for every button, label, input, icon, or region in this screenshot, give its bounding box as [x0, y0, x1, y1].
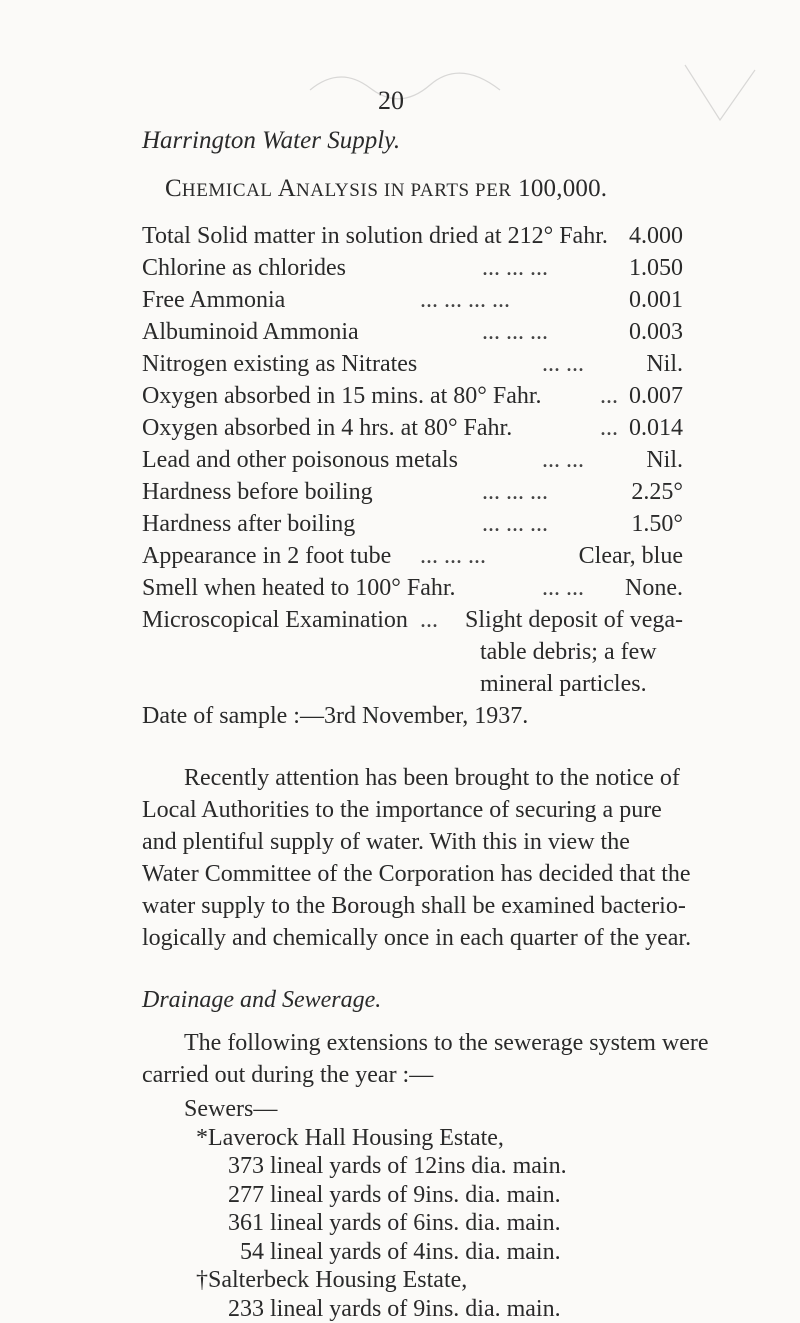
- estate-name: *Laverock Hall Housing Estate,: [196, 1124, 504, 1151]
- heading-initial-2: A: [277, 175, 296, 202]
- row-value: 2.25°: [631, 479, 683, 505]
- heading-number: 100,000.: [518, 175, 608, 202]
- row-value: Clear, blue: [578, 543, 683, 569]
- sewer-item: 277 lineal yards of 9ins. dia. main.: [228, 1181, 561, 1208]
- paragraph-line: and plentiful supply of water. With this in view the: [142, 829, 630, 855]
- row-value: None.: [625, 575, 683, 601]
- sewer-item: 361 lineal yards of 6ins. dia. main.: [228, 1210, 561, 1236]
- row-leader-dots: ... ... ...: [482, 319, 548, 345]
- row-leader-dots: ... ...: [542, 447, 584, 473]
- row-leader-dots: ... ...: [542, 351, 584, 377]
- estate-name: †Salterbeck Housing Estate,: [196, 1267, 468, 1293]
- row-value: Nil.: [646, 351, 683, 377]
- sewer-item: 54 lineal yards of 4ins. dia. main.: [240, 1238, 561, 1265]
- bleed-through-mark: [300, 60, 520, 110]
- row-leader-dots: ... ... ... ...: [420, 287, 510, 313]
- row-value: 1.50°: [631, 511, 683, 537]
- heading-smallcaps-1: HEMICAL: [181, 180, 273, 201]
- row-label: Total Solid matter in solution dried at 212° Fahr.: [142, 223, 608, 249]
- row-value: 0.014: [629, 415, 683, 441]
- paragraph-line: Local Authorities to the importance of securing a pure: [142, 797, 662, 823]
- row-label: Hardness after boiling: [142, 511, 356, 537]
- row-value: 1.050: [629, 255, 683, 281]
- row-label: Oxygen absorbed in 4 hrs. at 80° Fahr.: [142, 415, 513, 441]
- sewer-item: 373 lineal yards of 12ins dia. main.: [228, 1153, 567, 1179]
- row-value: Slight deposit of vega-: [465, 607, 683, 633]
- row-leader-dots: ...: [600, 415, 618, 441]
- paragraph-line: logically and chemically once in each quarter of the year.: [142, 925, 692, 951]
- row-label: Free Ammonia: [142, 287, 286, 313]
- page-number: 20: [378, 86, 404, 115]
- row-leader-dots: ... ... ...: [482, 479, 548, 505]
- paragraph-line: water supply to the Borough shall be examined bacterio-: [142, 893, 686, 919]
- paragraph-line: Water Committee of the Corporation has decided that the: [142, 861, 691, 887]
- heading-initial: C: [165, 175, 182, 202]
- row-label: Oxygen absorbed in 15 mins. at 80° Fahr.: [142, 383, 542, 409]
- row-label: Hardness before boiling: [142, 479, 373, 505]
- sewers-label: Sewers—: [184, 1096, 278, 1122]
- heading-smallcaps-2: NALYSIS IN PARTS PER: [295, 180, 512, 201]
- microscopical-continuation: table debris; a few: [480, 639, 657, 665]
- row-label: Nitrogen existing as Nitrates: [142, 351, 418, 377]
- drainage-intro-line: The following extensions to the sewerage system were: [184, 1030, 709, 1056]
- row-label: Chlorine as chlorides: [142, 255, 346, 281]
- row-value: 0.001: [629, 287, 683, 313]
- row-value: 0.003: [629, 319, 683, 345]
- section-title: Harrington Water Supply.: [142, 127, 401, 154]
- row-leader-dots: ... ... ...: [482, 511, 548, 537]
- row-leader-dots: ... ... ...: [420, 543, 486, 569]
- analysis-heading: [165, 175, 607, 203]
- sewer-item: 233 lineal yards of 9ins. dia. main.: [228, 1295, 561, 1322]
- row-value: 0.007: [629, 383, 683, 409]
- row-label: Smell when heated to 100° Fahr.: [142, 575, 456, 601]
- microscopical-continuation: mineral particles.: [480, 671, 647, 697]
- row-leader-dots: ...: [600, 383, 618, 409]
- row-value: 4.000: [629, 223, 683, 249]
- paragraph-line: Recently attention has been brought to the notice of: [184, 765, 680, 791]
- row-label: Albuminoid Ammonia: [142, 319, 359, 345]
- row-label: Microscopical Examination: [142, 607, 408, 633]
- drainage-intro-line: carried out during the year :—: [142, 1062, 434, 1088]
- drainage-heading: Drainage and Sewerage.: [142, 987, 382, 1013]
- row-leader-dots: ... ...: [542, 575, 584, 601]
- row-value: Nil.: [646, 447, 683, 473]
- row-label: Lead and other poisonous metals: [142, 447, 458, 473]
- corner-mark: [680, 60, 760, 130]
- row-leader-dots: ...: [420, 607, 438, 633]
- row-label: Appearance in 2 foot tube: [142, 543, 392, 569]
- row-leader-dots: ... ... ...: [482, 255, 548, 281]
- date-of-sample: Date of sample :—3rd November, 1937.: [142, 703, 529, 729]
